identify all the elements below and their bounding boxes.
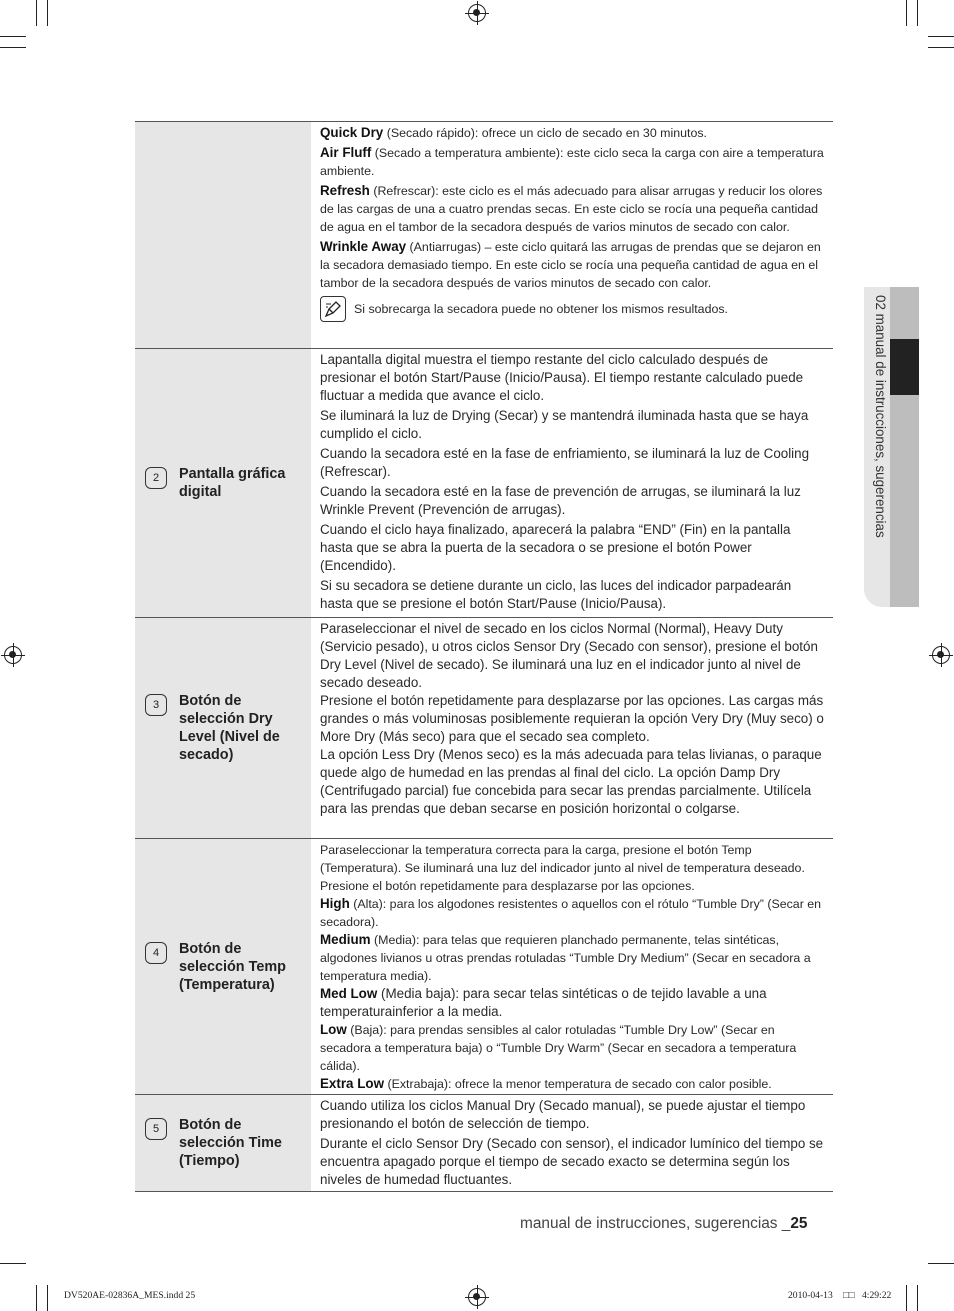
cycle-text: (Secado a temperatura ambiente): este ciclo seca la carga con aire a temperatura ambiente. — [320, 146, 824, 178]
page-footer — [520, 1215, 807, 1233]
item-label: Pantalla gráfica digital — [179, 466, 286, 500]
registration-mark-icon — [4, 646, 22, 664]
row-label — [145, 940, 297, 994]
side-tab-marker — [890, 339, 919, 395]
settings-table — [135, 121, 833, 1192]
temp-option-text: (Extrabaja): ofrece la menor temperatura de secado con calor posible. — [384, 1077, 772, 1091]
row-description-cell — [311, 618, 833, 838]
crop-mark — [928, 36, 954, 37]
cycle-name: Refresh — [320, 183, 370, 198]
cycle-name: Wrinkle Away — [320, 239, 407, 254]
crop-mark — [928, 47, 954, 48]
temp-option-name: Medium — [320, 932, 371, 947]
description-paragraph: Cuando el ciclo haya finalizado, aparecerá la palabra “END” (Fin) en la pantalla hasta que se abra la puerta de la secadora o se presione el botón Power (Encendido). — [320, 522, 791, 573]
cycle-description — [320, 144, 825, 180]
page-number: 25 — [790, 1215, 808, 1232]
table-row — [135, 122, 833, 349]
temp-option — [320, 1021, 825, 1075]
item-number-badge: 2 — [145, 467, 167, 489]
temp-option — [320, 1075, 825, 1093]
temp-option — [320, 985, 825, 1021]
row-description-cell — [311, 1095, 833, 1191]
description-paragraph: Lapantalla digital muestra el tiempo restante del ciclo calculado después de presionar el botón Start/Pause (Inicio/Pausa). El tiempo restante calculado puede fluctuar a medida que avance el ciclo. — [320, 352, 804, 403]
crop-mark — [917, 1285, 918, 1311]
side-tab-text: 02 manual de instrucciones, sugerencias — [873, 295, 888, 538]
row-label-cell — [135, 1095, 311, 1191]
cycle-name: Quick Dry — [320, 125, 384, 140]
description-paragraph: Durante el ciclo Sensor Dry (Secado con sensor), el indicador lumínico del tiempo se encuentra apagado porque el tiempo de secado exacto se determina según los niveles de humedad fluctuantes. — [320, 1136, 824, 1187]
description-paragraph: Si su secadora se detiene durante un ciclo, las luces del indicador parpadearán hasta que se presione el botón Start/Pause (Inicio/Pausa). — [320, 578, 792, 611]
cycle-name: Air Fluff — [320, 145, 372, 160]
crop-mark — [0, 1263, 26, 1264]
temp-option-name: High — [320, 896, 350, 911]
crop-mark — [928, 1263, 954, 1264]
description-paragraph: Cuando la secadora esté en la fase de prevención de arrugas, se iluminará la luz Wrinkle Prevent (Prevención de arrugas). — [320, 484, 801, 517]
note-text: Si sobrecarga la secadora puede no obtener los mismos resultados. — [354, 302, 728, 316]
row-label-cell — [135, 618, 311, 838]
temp-option — [320, 931, 825, 985]
description-paragraph: Se iluminará la luz de Drying (Secar) y se mantendrá iluminada hasta que se haya cumplido el ciclo. — [320, 408, 809, 441]
row-description-cell — [311, 349, 833, 617]
note-pencil-icon — [320, 296, 346, 322]
item-label: Botón de selección Time (Tiempo) — [179, 1117, 282, 1169]
footer-title: manual de instrucciones, sugerencias _ — [520, 1215, 791, 1232]
description-paragraph: Presione el botón repetidamente para desplazarse por las opciones. Las cargas más grandes o más voluminosas posiblemente requieran la opción Very Dry (Muy seco) o More Dry (Más seco) para que el secado sea completo. — [320, 693, 824, 744]
temp-option-name: Extra Low — [320, 1076, 384, 1091]
temp-option-text: (Baja): para prendas sensibles al calor rotuladas “Tumble Dry Low” (Secar en secadora a temperatura baja) o “Tumble Dry Warm” (Secar en secadora a temperatura cálida). — [320, 1023, 797, 1073]
cycle-text: (Antiarrugas) – este ciclo quitará las arrugas de prendas que se dejaron en la secadora demasiado tiempo. En este ciclo se rocía una pequeña cantidad de agua en el tambor de la secadora después de varios minutos de secado con calor. — [320, 240, 821, 290]
cycle-text: (Refrescar): este ciclo es el más adecuado para alisar arrugas y reducir los olores de las cargas de una a cuatro prendas secas. En este ciclo se rocía una pequeña cantidad de agua en el tambor de la secadora después de varios minutos de secado con calor. — [320, 184, 823, 234]
row-label — [145, 692, 297, 764]
row-label-cell — [135, 349, 311, 617]
item-label: Botón de selección Temp (Temperatura) — [179, 940, 286, 993]
item-number-badge: 4 — [145, 942, 167, 964]
crop-mark — [36, 0, 37, 26]
row-label-cell — [135, 122, 311, 348]
row-label — [145, 1116, 297, 1170]
side-tab-bar — [890, 287, 919, 607]
temp-option-name: Med Low — [320, 986, 378, 1001]
registration-mark-icon — [932, 646, 950, 664]
crop-mark — [0, 47, 26, 48]
slug-date: 2010-04-13 — [788, 1290, 833, 1301]
table-row — [135, 349, 833, 618]
temp-option-text: (Media baja): para secar telas sintéticas o de tejido lavable a una temperaturainferior a la media. — [320, 986, 767, 1019]
temp-option — [320, 895, 825, 931]
crop-mark — [47, 0, 48, 26]
description-paragraph: Cuando la secadora esté en la fase de enfriamiento, se iluminará la luz de Cooling (Refrescar). — [320, 446, 810, 479]
slug-time: 4:29:22 — [862, 1290, 892, 1301]
crop-mark — [906, 1285, 907, 1311]
item-number-badge: 3 — [145, 694, 167, 716]
registration-mark-icon — [468, 1288, 486, 1306]
crop-mark — [36, 1285, 37, 1311]
temp-option-text: (Media): para telas que requieren planchado permanente, telas sintéticas, algodones livianos u otras prendas rotuladas “Tumble Dry Medium” (Secar en secadora a temperatura media). — [320, 933, 811, 983]
cycle-text: (Secado rápido): ofrece un ciclo de secado en 30 minutos. — [383, 126, 707, 140]
description-paragraph: Paraseleccionar la temperatura correcta para la carga, presione el botón Temp (Temperatura). Se iluminará una luz del indicador junto al nivel de temperatura deseado. Presione el botón repetidamente para desplazarse por las opciones. — [320, 843, 805, 893]
item-number-badge: 5 — [145, 1118, 167, 1140]
description-paragraph: Paraseleccionar el nivel de secado en los ciclos Normal (Normal), Heavy Duty (Servicio pesado), u otros ciclos Sensor Dry (Secado con sensor), presione el botón Dry Level (Nivel de secado). Se iluminará una luz en el indicador junto al nivel de secado deseado. — [320, 621, 818, 690]
crop-mark — [47, 1285, 48, 1311]
item-label: Botón de selección Dry Level (Nivel de secado) — [179, 693, 280, 763]
crop-mark — [906, 0, 907, 26]
table-row — [135, 618, 833, 839]
table-row — [135, 1095, 833, 1192]
slug-box: □□ — [843, 1290, 855, 1301]
row-label — [145, 465, 297, 501]
crop-mark — [917, 0, 918, 26]
note — [320, 296, 825, 322]
crop-mark — [0, 36, 26, 37]
row-label-cell — [135, 839, 311, 1094]
cycle-description — [320, 238, 825, 292]
cycle-description — [320, 182, 825, 236]
row-description-cell — [311, 122, 833, 348]
table-row — [135, 839, 833, 1095]
description-paragraph: Cuando utiliza los ciclos Manual Dry (Secado manual), se puede ajustar el tiempo presionando el botón de selección de tiempo. — [320, 1098, 806, 1131]
chapter-side-tab — [864, 287, 919, 607]
registration-mark-icon — [468, 4, 486, 22]
temp-option-name: Low — [320, 1022, 347, 1037]
description-paragraph: La opción Less Dry (Menos seco) es la más adecuada para telas livianas, o paraque quede algo de humedad en las prendas al final del ciclo. La opción Damp Dry (Centrifugado parcial) fue concebida para secar las prendas parcialmente. Utilícela para las prendas que deban secarse en posición horizontal o colgarse. — [320, 747, 822, 816]
slug-file: DV520AE-02836A_MES.indd 25 — [64, 1290, 196, 1301]
cycle-description — [320, 124, 825, 142]
temp-option-text: (Alta): para los algodones resistentes o aquellos con el rótulo “Tumble Dry” (Secar en secadora). — [320, 897, 822, 929]
row-description-cell — [311, 839, 833, 1094]
